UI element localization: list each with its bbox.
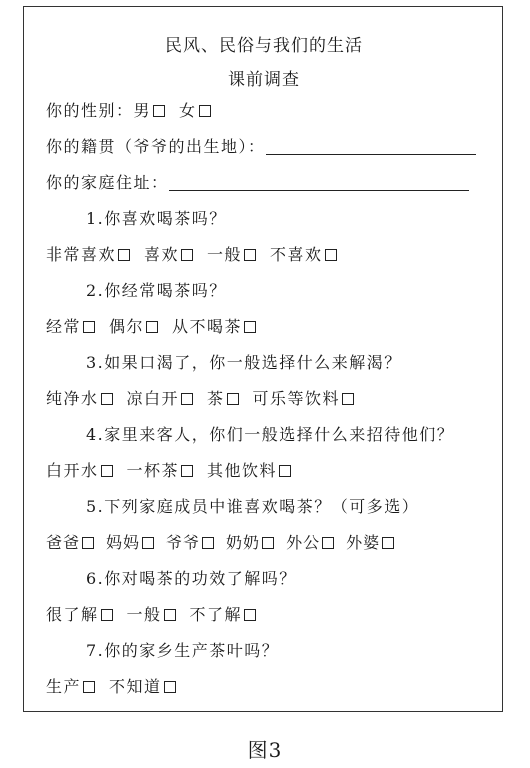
option-checkbox[interactable] (164, 681, 176, 693)
gender-label: 你的性别： (46, 101, 134, 120)
option-label: 凉白开 (126, 389, 180, 408)
option-checkbox[interactable] (322, 537, 334, 549)
question-4-options (46, 461, 291, 481)
question-3-options (46, 389, 354, 409)
option-checkbox[interactable] (342, 393, 354, 405)
option-checkbox[interactable] (83, 321, 95, 333)
option-label: 白开水 (46, 461, 99, 480)
native-place-row (46, 137, 476, 157)
question-1-options (46, 245, 337, 265)
gender-option-male: 男 (133, 101, 152, 120)
question-7-options (46, 677, 176, 697)
question-6: 6.你对喝茶的功效了解吗？ (86, 569, 297, 588)
option-checkbox[interactable] (262, 537, 274, 549)
option-checkbox[interactable] (325, 249, 337, 261)
option-label: 纯净水 (46, 389, 99, 408)
question-4: 4.家里来客人，你们一般选择什么来招待他们？ (86, 425, 455, 444)
option-checkbox[interactable] (101, 609, 113, 621)
option-checkbox[interactable] (181, 465, 193, 477)
question-3: 3.如果口渴了，你一般选择什么来解渴？ (86, 353, 402, 372)
question-2: 2.你经常喝茶吗？ (86, 281, 227, 300)
gender-female-checkbox[interactable] (199, 105, 211, 117)
option-checkbox[interactable] (244, 249, 256, 261)
gender-male-checkbox[interactable] (153, 105, 165, 117)
native-place-blank[interactable] (266, 137, 476, 155)
option-label: 不知道 (109, 677, 162, 696)
option-checkbox[interactable] (181, 393, 193, 405)
option-label: 生产 (46, 677, 82, 696)
option-label: 一般 (207, 245, 243, 264)
option-checkbox[interactable] (382, 537, 394, 549)
survey-title: 民风、民俗与我们的生活 (165, 36, 363, 56)
option-label: 爷爷 (166, 533, 201, 552)
option-label: 经常 (46, 317, 82, 336)
address-blank[interactable] (169, 173, 469, 191)
option-checkbox[interactable] (244, 321, 256, 333)
option-label: 一般 (126, 605, 162, 624)
option-label: 非常喜欢 (46, 245, 117, 264)
option-label: 可乐等饮料 (252, 389, 341, 408)
option-label: 从不喝茶 (172, 317, 243, 336)
address-label: 你的家庭住址： (46, 173, 169, 192)
option-checkbox[interactable] (279, 465, 291, 477)
option-checkbox[interactable] (83, 681, 95, 693)
option-label: 喜欢 (144, 245, 180, 264)
option-checkbox[interactable] (244, 609, 256, 621)
option-checkbox[interactable] (118, 249, 130, 261)
figure-caption: 图3 (247, 738, 283, 762)
option-label: 茶 (207, 389, 225, 408)
option-checkbox[interactable] (101, 465, 113, 477)
question-1: 1.你喜欢喝茶吗？ (86, 209, 227, 228)
option-checkbox[interactable] (227, 393, 239, 405)
option-checkbox[interactable] (202, 537, 214, 549)
gender-option-female: 女 (179, 101, 197, 120)
option-checkbox[interactable] (142, 537, 154, 549)
option-label: 不喜欢 (270, 245, 323, 264)
gender-row (46, 101, 211, 121)
survey-frame (23, 6, 503, 712)
option-label: 很了解 (46, 605, 99, 624)
survey-subtitle: 课前调查 (228, 70, 300, 90)
question-5: 5.下列家庭成员中谁喜欢喝茶？（可多选） (86, 497, 420, 516)
option-checkbox[interactable] (181, 249, 193, 261)
option-label: 奶奶 (226, 533, 261, 552)
option-label: 外婆 (346, 533, 381, 552)
option-label: 外公 (286, 533, 321, 552)
option-checkbox[interactable] (146, 321, 158, 333)
option-label: 妈妈 (106, 533, 141, 552)
option-checkbox[interactable] (101, 393, 113, 405)
question-7: 7.你的家乡生产茶叶吗？ (86, 641, 280, 660)
native-place-label: 你的籍贯（爷爷的出生地）： (46, 137, 266, 156)
option-checkbox[interactable] (82, 537, 94, 549)
question-2-options (46, 317, 256, 337)
option-label: 不了解 (189, 605, 243, 624)
option-label: 其他饮料 (207, 461, 278, 480)
option-label: 一杯茶 (126, 461, 180, 480)
option-label: 偶尔 (109, 317, 145, 336)
address-row (46, 173, 469, 193)
question-5-options (46, 533, 394, 553)
question-6-options (46, 605, 256, 625)
option-label: 爸爸 (46, 533, 81, 552)
option-checkbox[interactable] (164, 609, 176, 621)
